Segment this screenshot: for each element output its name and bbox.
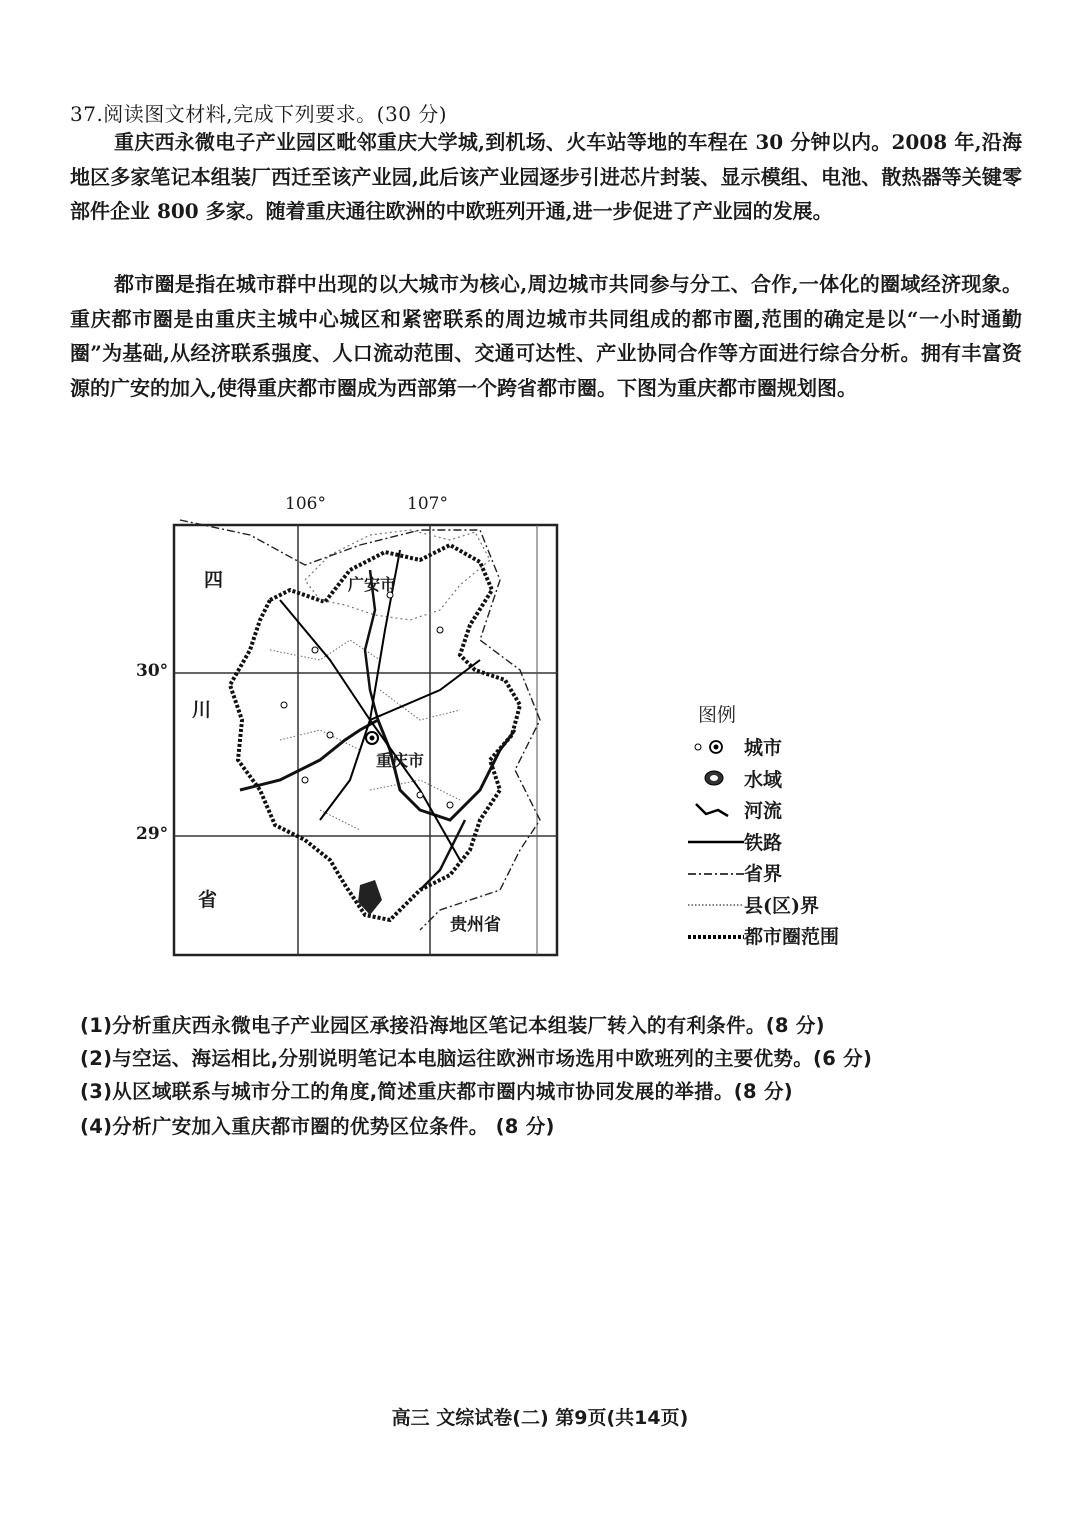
river-symbol-icon <box>686 800 744 820</box>
city-dot <box>302 777 308 783</box>
legend-label-province-boundary: 省界 <box>744 863 783 886</box>
longitude-107-label: 107° <box>407 494 448 514</box>
sichuan-char-2: 川 <box>192 699 212 721</box>
legend-item-city <box>686 731 876 763</box>
railways <box>280 550 480 860</box>
material-paragraph-1: 重庆西永微电子产业园区毗邻重庆大学城,到机场、火车站等地的车程在 30 分钟以内。2008 年,沿海地区多家笔记本组装厂西迁至该产业园,此后该产业园逐步引进芯片封装、显示模组、电池、散热器等关键零部件企业 800 多家。随着重庆通往欧洲的中欧班列开通,进一步促进了产业园的发展。 <box>70 130 1022 223</box>
legend-label-river: 河流 <box>744 800 783 823</box>
chongqing-metro-map <box>120 490 840 960</box>
legend-item-province-boundary <box>686 857 876 889</box>
legend-item-river <box>686 794 876 826</box>
sichuan-char-3: 省 <box>198 889 218 911</box>
latitude-30-label: 30° <box>136 661 169 681</box>
city-dot <box>417 792 423 798</box>
guangan-area <box>305 530 490 620</box>
legend-item-metro-range <box>686 920 876 952</box>
city-dot <box>312 647 318 653</box>
city-dot <box>281 702 287 708</box>
legend-item-county-boundary <box>686 889 876 921</box>
city-symbol-icon <box>686 737 744 757</box>
sub-question-4: (4)分析广安加入重庆都市圈的优势区位条件。 (8 分) <box>80 1115 555 1138</box>
legend-item-water <box>686 763 876 795</box>
material-paragraph-2: 都市圈是指在城市群中出现的以大城市为核心,周边城市共同参与分工、合作,一体化的圈域经济现象。重庆都市圈是由重庆主城中心城区和紧密联系的周边城市共同组成的都市圈,范围的确定是以“一小时通勤圈”为基础,从经济联系强度、人口流动范围、交通可达性、产业协同合作等方面进行综合分析。拥有丰富资源的广安的加入,使得重庆都市圈成为西部第一个跨省都市圈。下图为重庆都市圈规划图。 <box>70 272 1022 400</box>
latitude-29-label: 29° <box>136 824 169 844</box>
longitude-106-label: 106° <box>285 494 326 514</box>
page-footer: 高三 文综试卷(二) 第9页(共14页) <box>391 1407 689 1429</box>
question-title: 37.阅读图文材料,完成下列要求。(30 分) <box>70 102 448 126</box>
legend-item-railway <box>686 826 876 858</box>
chongqing-city-label: 重庆市 <box>376 751 425 770</box>
sub-question-1: (1)分析重庆西永微电子产业园区承接沿海地区笔记本组装厂转入的有利条件。(8 分) <box>80 1014 825 1037</box>
map-legend <box>686 700 876 952</box>
city-dot <box>327 732 333 738</box>
legend-label-water: 水域 <box>744 768 783 791</box>
sichuan-char-1: 四 <box>204 569 224 591</box>
county-boundary-symbol-icon <box>686 894 744 914</box>
province-boundary-symbol-icon <box>686 863 744 883</box>
water-symbol-icon <box>686 768 744 788</box>
city-dot <box>437 627 443 633</box>
sub-question-2: (2)与空运、海运相比,分别说明笔记本电脑运往欧洲市场选用中欧班列的主要优势。(6 分) <box>80 1047 873 1070</box>
metro-range-symbol-icon <box>686 926 744 946</box>
railway-symbol-icon <box>686 831 744 851</box>
legend-label-city: 城市 <box>744 737 783 760</box>
sub-question-3: (3)从区域联系与城市分工的角度,简述重庆都市圈内城市协同发展的举措。(8 分) <box>80 1080 793 1103</box>
legend-label-metro-range: 都市圈范围 <box>744 926 840 949</box>
city-dot <box>447 802 453 808</box>
legend-label-county-boundary: 县(区)界 <box>744 894 819 917</box>
legend-label-railway: 铁路 <box>744 831 783 854</box>
legend-title: 图例 <box>698 704 737 726</box>
guangan-city-label: 广安市 <box>348 575 397 594</box>
guizhou-label: 贵州省 <box>450 915 501 935</box>
